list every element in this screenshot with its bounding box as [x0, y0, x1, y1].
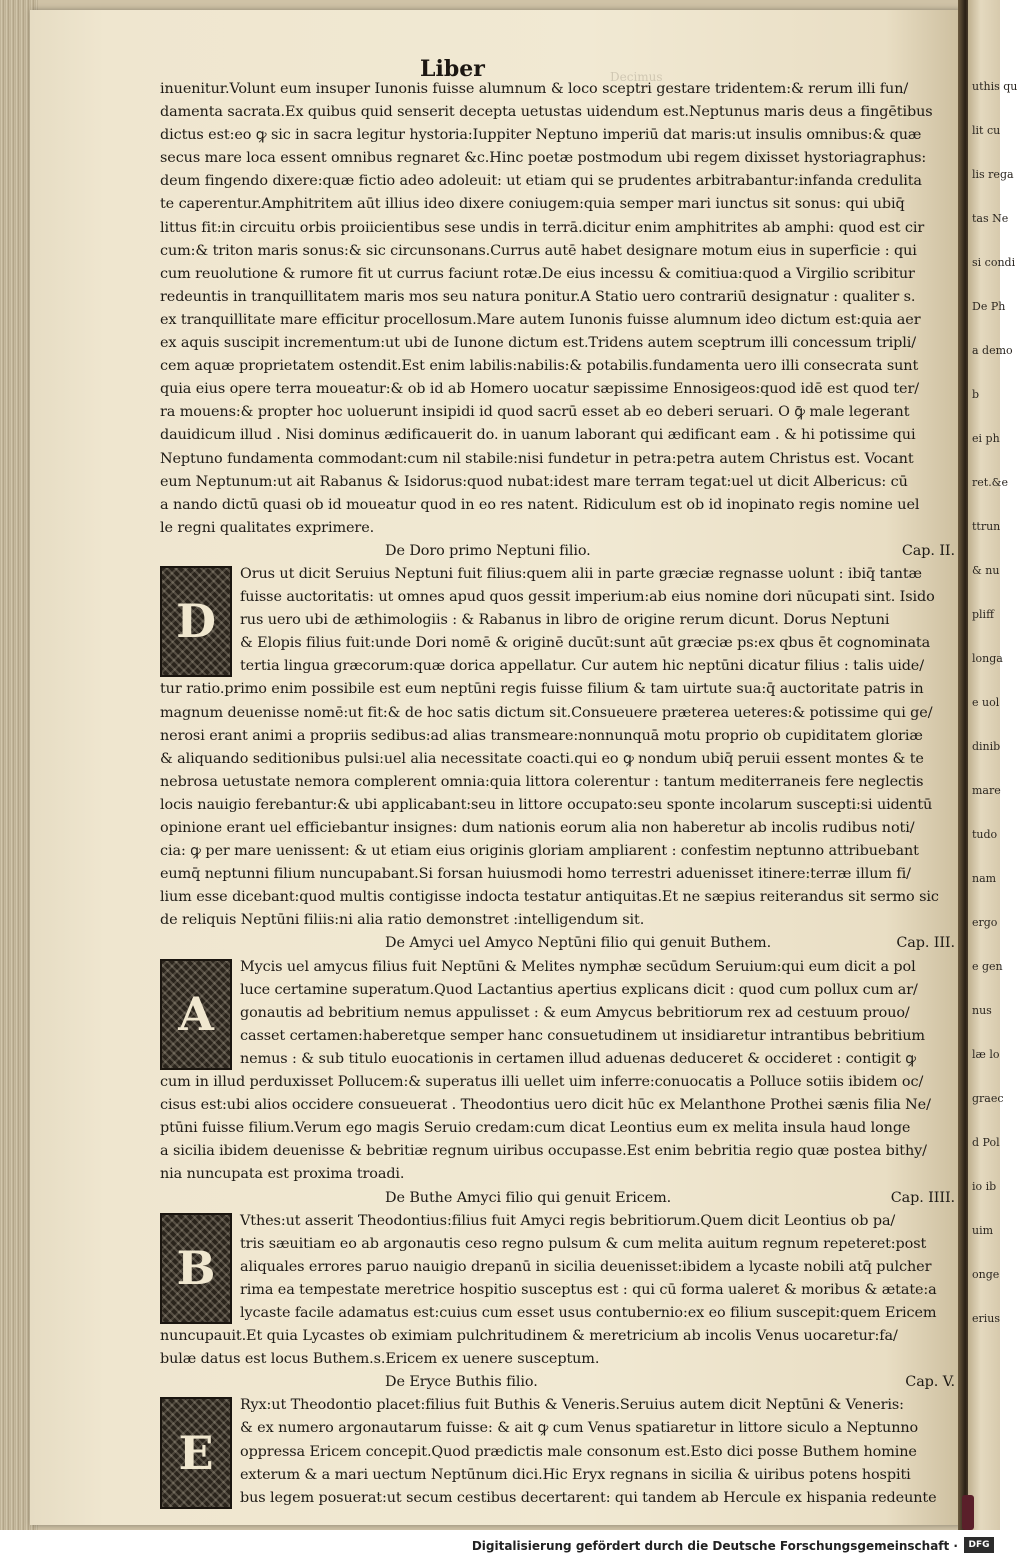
chapter-heading	[160, 1187, 955, 1210]
text-line: cem aquæ proprietatem ostendit.Est enim labilis:nabilis:& potabilis.fundamenta uero illi consecrata sunt	[160, 358, 919, 375]
text-line: cia: ꝙ per mare uenissent: & ut etiam eius originis gloriam ampliarent : confestim neptunno attribuebant	[160, 843, 919, 860]
text-line: dictus est:eo ꝙ sic in sacra legitur hystoria:Iuppiter Neptuno imperiū dat maris:ut insulis omnibus:& quæ	[160, 127, 922, 144]
chapter-body	[160, 1394, 955, 1509]
text-line: nuncupauit.Et quia Lycastes ob eximiam pulchritudinem & meretricium ab incolis Venus uocaretur:fa/	[160, 1328, 898, 1345]
text-line: Vthes:ut asserit Theodontius:filius fuit Amyci regis bebritiorum.Quem dicit Leontius ob pa/	[240, 1212, 896, 1229]
text-line: oppressa Ericem concepit.Quod prædictis male consonum est.Esto dici posse Buthem homine	[240, 1443, 917, 1460]
facing-page-fragment: ret.&e	[972, 476, 1008, 489]
text-line: cisus est:ubi alios occidere consueuerat . Theodontius uero dicit hūc ex Melanthone Prothei sænis filia Ne/	[160, 1097, 931, 1114]
chapter-body	[160, 563, 955, 933]
text-line: redeuntis in tranquillitatem maris mos seu natura ponitur.A Statio uero contrariū designatur : qualiter s.	[160, 288, 916, 305]
text-line: littus fit:in circuitu orbis proiicientibus sese undis in terrā.dicitur enim amphitrites ab amphi: quod est cir	[160, 219, 925, 236]
chapter-heading	[160, 1371, 955, 1394]
facing-page-fragment: graec	[972, 1092, 1004, 1105]
text-line: tertia lingua græcorum:quæ dorica appellatur. Cur autem hic neptūni dicatur filius : talis uide/	[240, 658, 924, 675]
text-line: inuenitur.Volunt eum insuper Iunonis fuisse alumnum & loco sceptri gestare tridentem:& rerum illi fun/	[160, 81, 909, 97]
chapter-number: Cap. V.	[905, 1374, 955, 1391]
decorated-initial: B	[160, 1213, 232, 1325]
text-line: & aliquando seditionibus pulsi:uel alia necessitate coacti.qui eo ꝙ nondum ubiq̄ peruii essent montes & te	[160, 750, 924, 767]
facing-page-fragment: pliff	[972, 608, 994, 621]
text-line: Orus ut dicit Seruius Neptuni fuit filius:quem alii in parte græciæ regnasse uolunt : ibiq̄ tantæ	[240, 565, 922, 582]
facing-page	[968, 0, 1017, 1530]
text-line: ex aquis suscipit incrementum:ut ubi de Iunone dictum est.Tridens autem sceptrum illi concessum tripli/	[160, 335, 917, 352]
text-line: cum:& triton maris sonus:& sic circunsonans.Currus autē habet designare motum eius in superficie : qui	[160, 242, 917, 259]
text-line: ex tranquillitate mare efficitur procellosum.Mare autem Iunonis fuisse alumnum ideo dictum est:quia aer	[160, 311, 921, 328]
text-line: luce certamine superatum.Quod Lactantius apertius explicans dicit : quod cum pollux cum ar/	[240, 981, 918, 998]
text-line: bus legem posuerat:ut secum cestibus decertarent: qui tandem ab Hercule ex hispania redeunte	[240, 1489, 937, 1506]
dfg-logo: DFG	[964, 1537, 994, 1553]
chapter-title: De Eryce Buthis filio.	[385, 1374, 538, 1391]
text-line: quia eius opere terra moueatur:& ob id ab Homero uocatur sæpissime Ennosigeos:quod idē est quod ter/	[160, 381, 919, 398]
footer-bar	[0, 1530, 1000, 1561]
text-line: tur ratio.primo enim possibile est eum neptūni regis fuisse filium & tam uirtute sua:q̄ auctoritate patris in	[160, 681, 924, 698]
facing-page-fragment: tudo	[972, 828, 998, 841]
text-line: ptūni fuisse filium.Verum ego magis Seruio credam:cum dicat Leontius eum ex melita insula haud longe	[160, 1120, 911, 1137]
decorated-initial: A	[160, 959, 232, 1071]
text-line: nebrosa uetustate nemora complerent omnia:quia littora colerentur : tantum mediterraneis fere neglectis	[160, 773, 924, 790]
facing-page-fragment: b	[972, 388, 980, 401]
text-line: eumq̄ neptunni filium nuncupabant.Si forsan huiusmodi homo terrestri aduenisset itinere:terræ illum fi/	[160, 866, 911, 883]
text-line: le regni qualitates exprimere.	[160, 519, 375, 536]
facing-page-fragment: onge	[972, 1268, 1000, 1281]
decorated-initial: D	[160, 566, 232, 678]
facing-page-fragment: De Ph	[972, 300, 1006, 313]
chapter-title: De Doro primo Neptuni filio.	[385, 542, 591, 559]
bleed-through-text: Decimus	[610, 70, 663, 84]
facing-page-fragment: a demo	[972, 344, 1013, 357]
facing-page-fragment: mare	[972, 784, 1001, 797]
facing-page-fragment: lis rega	[972, 168, 1014, 181]
text-line: bulæ datus est locus Buthem.s.Ericem ex uenere susceptum.	[160, 1351, 600, 1368]
facing-page-fragment: tas Ne	[972, 212, 1009, 225]
text-line: deum fingendo dixere:quæ fictio adeo adoleuit: ut etiam qui se prudentes arbitrabantur:infanda credulita	[160, 173, 922, 190]
chapter-number: Cap. IIII.	[890, 1189, 955, 1206]
facing-page-fragment: nam	[972, 872, 997, 885]
facing-page-fragment: e uol	[972, 696, 1000, 709]
facing-page-fragment: nus	[972, 1004, 992, 1017]
text-line: te caperentur.Amphitritem aūt illius ideo dixere coniugem:quia semper mari iunctus sit sonus: qui ubiq̄	[160, 196, 905, 213]
text-line: nemus : & sub titulo euocationis in certamen illud aduenas deduceret & occideret : contigit ꝙ	[240, 1050, 916, 1067]
text-line: Mycis uel amycus filius fuit Neptūni & Melites nymphæ secūdum Seruium:qui eum dicit a pol	[240, 958, 916, 975]
text-line: eum Neptunum:ut ait Rabanus & Isidorus:quod nubat:idest mare terram tegat:uel ut dicit Albericus: cū	[160, 473, 908, 490]
text-line: Ryx:ut Theodontio placet:filius fuit Buthis & Veneris.Seruius autem dicit Neptūni & Veneris:	[240, 1397, 904, 1414]
facing-page-fragment: uthis qu	[972, 80, 1017, 93]
chapter-title: De Amyci uel Amyco Neptūni filio qui genuit Buthem.	[385, 935, 772, 952]
text-line: lycaste facile adamatus est:cuius cum esset usus contubernio:ex eo filium suscepit:quem Ericem	[240, 1304, 937, 1321]
text-block	[160, 78, 955, 1510]
chapter-heading	[160, 932, 955, 955]
text-line: tris sæuitiam eo ab argonautis ceso regno pulsum & cum melita auitum regnum repeteret:post	[240, 1235, 927, 1252]
chapters-container	[160, 540, 955, 1510]
text-line: exterum & a mari uectum Neptūnum dici.Hic Eryx regnans in sicilia & uiribus potens hospiti	[240, 1466, 911, 1483]
text-line: cum reuolutione & rumore fit ut currus faciunt rotæ.De eius incessu & comitiua:quod a Virgilio scribitur	[160, 265, 915, 282]
facing-page-fragment: læ lo	[972, 1048, 1000, 1061]
chapter-heading	[160, 540, 955, 563]
chapter-body	[160, 1210, 955, 1372]
facing-page-fragment: ttrun	[972, 520, 1001, 533]
facing-page-fragment: lit cu	[972, 124, 1001, 137]
chapter-number: Cap. III.	[896, 935, 955, 952]
text-line: gonautis ad bebritium nemus appulisset : & eum Amycus bebritiorum rex ad cestuum prouo/	[240, 1004, 910, 1021]
text-line: damenta sacrata.Ex quibus quid senserit decepta uetustas uidendum est.Neptunus maris deus a fingētibus	[160, 104, 933, 121]
facing-page-fragment: uim	[972, 1224, 994, 1237]
text-line: secus mare loca essent omnibus regnaret &c.Hinc poetæ postmodum ubi regem dixisset hystoriagraphus:	[160, 150, 927, 167]
text-line: aliquales errores paruo nauigio drepanū in sicilia deuenisset:ibidem a lycaste nobili atq̄ pulcher	[240, 1258, 932, 1275]
text-line: nia nuncupata est proxima troadi.	[160, 1166, 405, 1183]
facing-page-fragment: si condi	[972, 256, 1016, 269]
footer-credit: Digitalisierung gefördert durch die Deutsche Forschungsgemeinschaft ·	[471, 1539, 958, 1553]
text-line: Neptuno fundamenta commodant:cum nil stabile:nisi fundetur in petra:petra autem Christus est. Vocant	[160, 450, 914, 467]
text-line: cum in illud perduxisset Pollucem:& superatus illi uellet uim inferre:conuocatis a Polluce sotiis ibidem oc/	[160, 1074, 924, 1091]
facing-page-fragment: e gen	[972, 960, 1003, 973]
text-line: de reliquis Neptūni filiis:ni alia ratio demonstret :intelligendum sit.	[160, 912, 645, 929]
facing-page-fragment: d Pol	[972, 1136, 1000, 1149]
facing-page-fragment: longa	[972, 652, 1003, 665]
text-line: & Elopis filius fuit:unde Dori nomē & originē ducūt:sunt aūt græciæ ps:ex qbus ēt cognominata	[240, 635, 931, 652]
opening-paragraph	[160, 78, 955, 540]
text-line: nerosi erant animi a propriis sedibus:ad alias transmeare:nonnunquā motu proprio ob cupiditatem gloriæ	[160, 727, 923, 744]
running-head: Liber	[420, 56, 485, 82]
text-line: rus uero ubi de æthimologiis : & Rabanus in libro de origine rerum dicunt. Dorus Neptuni	[240, 612, 890, 629]
facing-page-fragment: ergo	[972, 916, 998, 929]
text-line: casset certamen:haberetque semper hanc consuetudinem ut insidiaretur intrantibus bebritium	[240, 1027, 925, 1044]
text-line: a nando dictū quasi ob id moueatur quod in eo res natent. Ridiculum est ob id inopinato regis nomine uel	[160, 496, 920, 513]
text-line: rima ea tempestate meretrice hospitio susceptus est : qui cū forma ualeret & moribus & ætate:a	[240, 1281, 937, 1298]
text-line: lium esse dicebant:quod multis contigisse indocta testatur antiquitas.Et ne sæpius reiterandus sit sermo sic	[160, 889, 939, 906]
text-line: ra mouens:& propter hoc uoluerunt insipidi id quod sacrū esset ab eo deberi seruari. O ꝙ̄ male legerant	[160, 404, 910, 421]
ribbon-bookmark	[962, 1495, 974, 1530]
text-line: locis nauigio ferebantur:& ubi applicabant:seu in littore occupato:seu sponte incolarum suscepti:si uidentū	[160, 796, 933, 813]
text-line: magnum deuenisse nomē:ut fit:& de hoc satis dictum sit.Consueuere præterea ueteres:& potissime qui ge/	[160, 704, 933, 721]
text-line: opinione erant uel efficiebantur insignes: dum nationis eorum alia non haberetur ab incolis rudibus noti/	[160, 820, 915, 836]
text-line: a sicilia ibidem deuenisse & bebritiæ regnum uiribus occupasse.Est enim bebritia regio quæ postea bithy/	[160, 1143, 927, 1160]
facing-page-fragment: io ib	[972, 1180, 997, 1193]
decorated-initial: E	[160, 1397, 232, 1509]
chapter-title: De Buthe Amyci filio qui genuit Ericem.	[385, 1189, 672, 1206]
text-line: dauidicum illud . Nisi dominus ædificauerit do. in uanum laborant qui ædificant eam . & hi potissime qui	[160, 427, 916, 444]
facing-page-fragment: dinib	[972, 740, 1001, 753]
facing-page-fragment: ei ph	[972, 432, 1000, 445]
chapter-body	[160, 956, 955, 1187]
chapter-number: Cap. II.	[901, 542, 955, 559]
facing-page-fragment: erius	[972, 1312, 1001, 1325]
facing-page-fragment: & nu	[972, 564, 1000, 577]
text-line: & ex numero argonautarum fuisse: & ait ꝙ cum Venus spatiaretur in littore siculo a Neptunno	[240, 1420, 919, 1437]
text-line: fuisse auctoritatis: ut omnes apud quos gessit imperium:ab eius nomine dori nūcupati sint. Isido	[240, 589, 935, 606]
